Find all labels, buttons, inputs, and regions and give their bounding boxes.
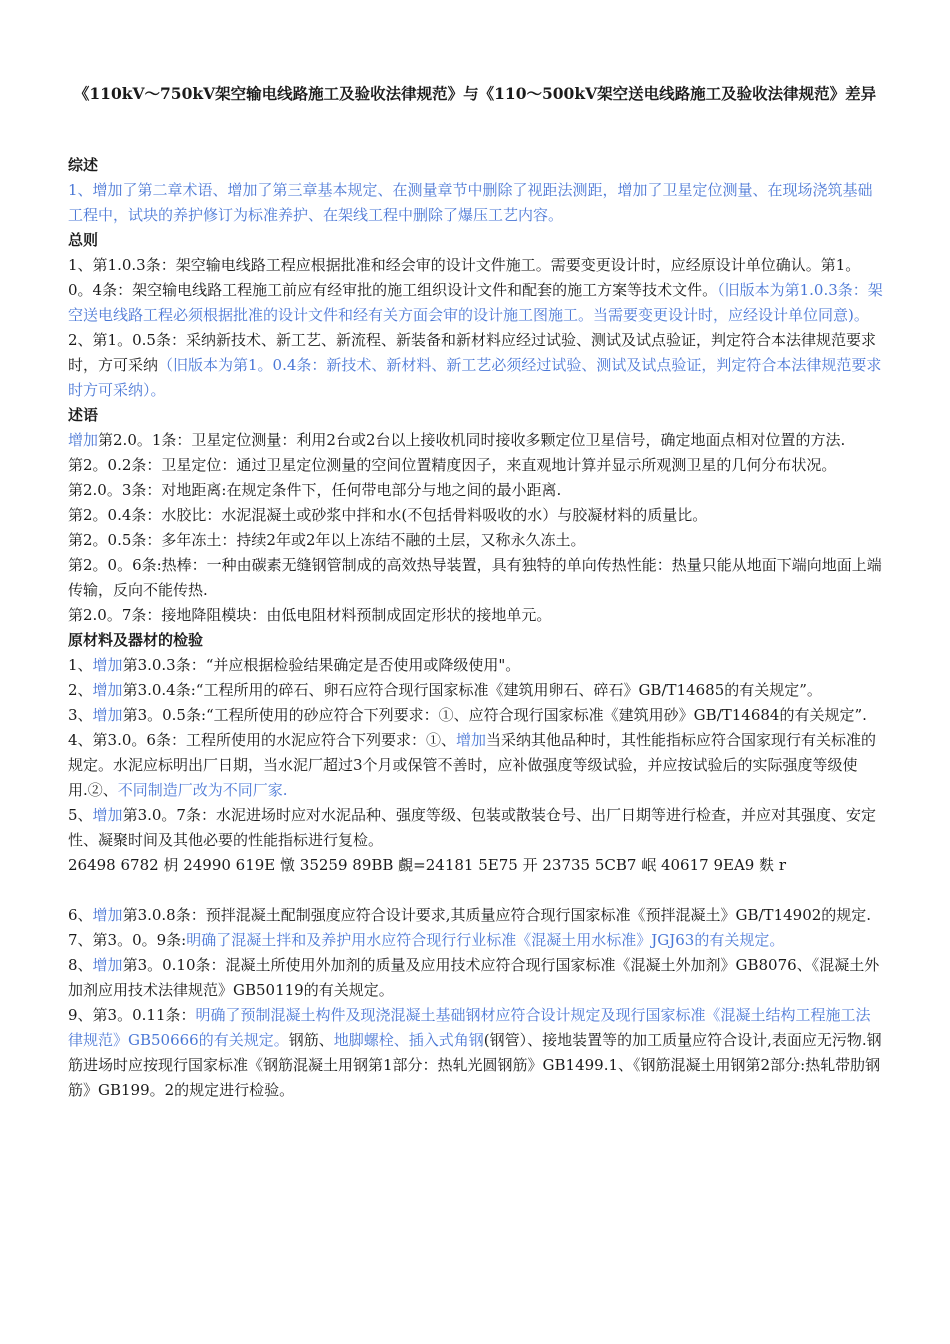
overview-paragraph: 1、增加了第二章术语、增加了第三章基本规定、在测量章节中删除了视距法测距，增加了卫星定位测量、在现场浇筑基础工程中，试块的养护修订为标准养护、在架线工程中删除了爆压工艺内容。	[68, 181, 873, 224]
document-body	[68, 153, 883, 1103]
item-text: 第3.0。7条：水泥进场时应对水泥品种、强度等级、包装或散装仓号、出厂日期等进行检查，并应对其强度、安定性、凝聚时间及其他必要的性能指标进行复检。	[68, 806, 876, 849]
added-marker: 增加	[455, 731, 486, 749]
material-item-4	[68, 728, 883, 803]
material-item-8	[68, 953, 883, 1003]
term-2: 第2。0.2条：卫星定位：通过卫星定位测量的空间位置精度因子，来直观地计算并显示所观测卫星的几何分布状况。	[68, 456, 837, 474]
material-item-5	[68, 803, 883, 853]
item-text: 第3。0.10条：混凝土所使用外加剂的质量及应用技术应符合现行国家标准《混凝土外加剂》GB8076、《混凝土外加剂应用技术法律规范》GB50119的有关规定。	[68, 956, 880, 999]
term-1-text: 第2.0。1条：卫星定位测量：利用2台或2台以上接收机同时接收多颗定位卫星信号，确定地面点相对位置的方法.	[98, 431, 846, 449]
item-text: 4、第3.0。6条：工程所使用的水泥应符合下列要求：①、	[68, 731, 456, 749]
item-highlight: 地脚螺栓、插入式角钢	[333, 1031, 484, 1049]
added-marker: 增加	[92, 956, 123, 974]
item-text: (钢管）、接地装置等的加工质量应符合设计,表面应无污物.钢筋进场时应按现行国家标准《钢筋混凝土用钢第1部分：热轧光圆钢筋》GB1499.1、《钢筋混凝土用钢第2部分:热轧带肋钢筋》GB199。2的规定进行检验。	[68, 1031, 882, 1099]
general-p1-old-version: （旧版本为第1.0.3条：架空送电线路工程必须根据批准的设计文件和经有关方面会审的设计施工图施工。当需要变更设计时，应经设计单位同意)。	[68, 281, 883, 324]
item-text: 7、第3。0。9条:	[68, 931, 187, 949]
material-item-9	[68, 1003, 883, 1103]
item-text: 第3.0.8条：预拌混凝土配制强度应符合设计要求,其质量应符合现行国家标准《预拌混凝土》GB/T14902的规定.	[122, 906, 872, 924]
heading-terms: 述语	[68, 406, 99, 424]
added-marker: 增加	[92, 681, 123, 699]
item-text: 钢筋、	[288, 1031, 334, 1049]
material-item-3	[68, 703, 883, 728]
blank-line	[68, 878, 883, 903]
item-change-note: 不同制造厂改为不同厂家.	[117, 781, 288, 799]
item-number: 6、	[68, 906, 93, 924]
material-item-1	[68, 653, 883, 678]
item-clarified-text: 明确了混凝土拌和及养护用水应符合现行行业标准《混凝土用水标准》JGJ63的有关规定。	[186, 931, 785, 949]
term-1-added-marker: 增加	[68, 431, 99, 449]
term-4: 第2。0.4条：水胶比：水泥混凝土或砂浆中拌和水(不包括骨料吸收的水）与胶凝材料的质量比。	[68, 506, 708, 524]
general-p2-text: 2、第1。0.5条：采纳新技术、新工艺、新流程、新装备和新材料应经过试验、测试及试点验证，判定符合本法律规范要求时，方可采纳	[68, 331, 876, 374]
general-p1-text: 1、第1.0.3条：架空输电线路工程应根据批准和经会审的设计文件施工。需要变更设计时，应经原设计单位确认。第1。0。4条：架空输电线路工程施工前应有经审批的施工组织设计文件和配套的施工方案等技术文件。	[68, 256, 861, 299]
item-number: 3、	[68, 706, 93, 724]
term-5: 第2。0.5条：多年冻土：持续2年或2年以上冻结不融的土层，又称永久冻土。	[68, 531, 586, 549]
term-6: 第2。0。6条:热棒：一种由碳素无缝钢管制成的高效热导装置，具有独特的单向传热性能：热量只能从地面下端向地面上端传输，反向不能传热.	[68, 556, 882, 599]
term-1	[68, 428, 883, 453]
item-number: 5、	[68, 806, 93, 824]
item-number: 8、	[68, 956, 93, 974]
term-7: 第2.0。7条：接地降阻模块：由低电阻材料预制成固定形状的接地单元。	[68, 606, 552, 624]
garbled-code-line: 26498 6782 枂 24990 619E 憞 35259 89BB 覻=24181 5E75 开 23735 5CB7 岷 40617 9EA9 麩 r	[68, 856, 787, 874]
item-clarified-text: 明确了预制混凝土构件及现浇混凝土基础钢材应符合设计规定及现行国家标准《混凝土结构工程施工法律规范》GB50666的有关规定。	[68, 1006, 871, 1049]
added-marker: 增加	[92, 706, 123, 724]
general-paragraph-2	[68, 328, 883, 403]
item-text: 第3.0.3条：“并应根据检验结果确定是否使用或降级使用"。	[122, 656, 521, 674]
item-text: 第3。0.5条:“工程所使用的砂应符合下列要求：①、应符合现行国家标准《建筑用砂》GB/T14684的有关规定”.	[122, 706, 867, 724]
general-p2-old-version: （旧版本为第1。0.4条：新技术、新材料、新工艺必须经过试验、测试及试点验证，判定符合本法律规范要求时方可采纳）。	[68, 356, 882, 399]
material-item-6	[68, 903, 883, 928]
item-number: 2、	[68, 681, 93, 699]
item-text: 9、第3。0.11条：	[68, 1006, 196, 1024]
heading-overview: 综述	[68, 156, 99, 174]
document-title: 《110kV～750kV架空输电线路施工及验收法律规范》与《110～500kV架空送电线路施工及验收法律规范》差异	[73, 84, 877, 103]
item-text: 第3.0.4条:“工程所用的碎石、卵石应符合现行国家标准《建筑用卵石、碎石》GB/T14685的有关规定”。	[122, 681, 822, 699]
heading-materials: 原材料及器材的检验	[68, 631, 204, 649]
item-text: 当采纳其他品种时，其性能指标应符合国家现行有关标准的规定。水泥应标明出厂日期，当水泥厂超过3个月或保管不善时，应补做强度等级试验，并应按试验后的实际强度等级使用.②、	[68, 731, 876, 799]
added-marker: 增加	[92, 906, 123, 924]
term-3: 第2.0。3条：对地距离:在规定条件下，任何带电部分与地之间的最小距离.	[68, 481, 562, 499]
added-marker: 增加	[92, 806, 123, 824]
material-item-2	[68, 678, 883, 703]
added-marker: 增加	[92, 656, 123, 674]
material-item-7	[68, 928, 883, 953]
general-paragraph-1	[68, 253, 883, 328]
heading-general: 总则	[68, 231, 99, 249]
item-number: 1、	[68, 656, 93, 674]
